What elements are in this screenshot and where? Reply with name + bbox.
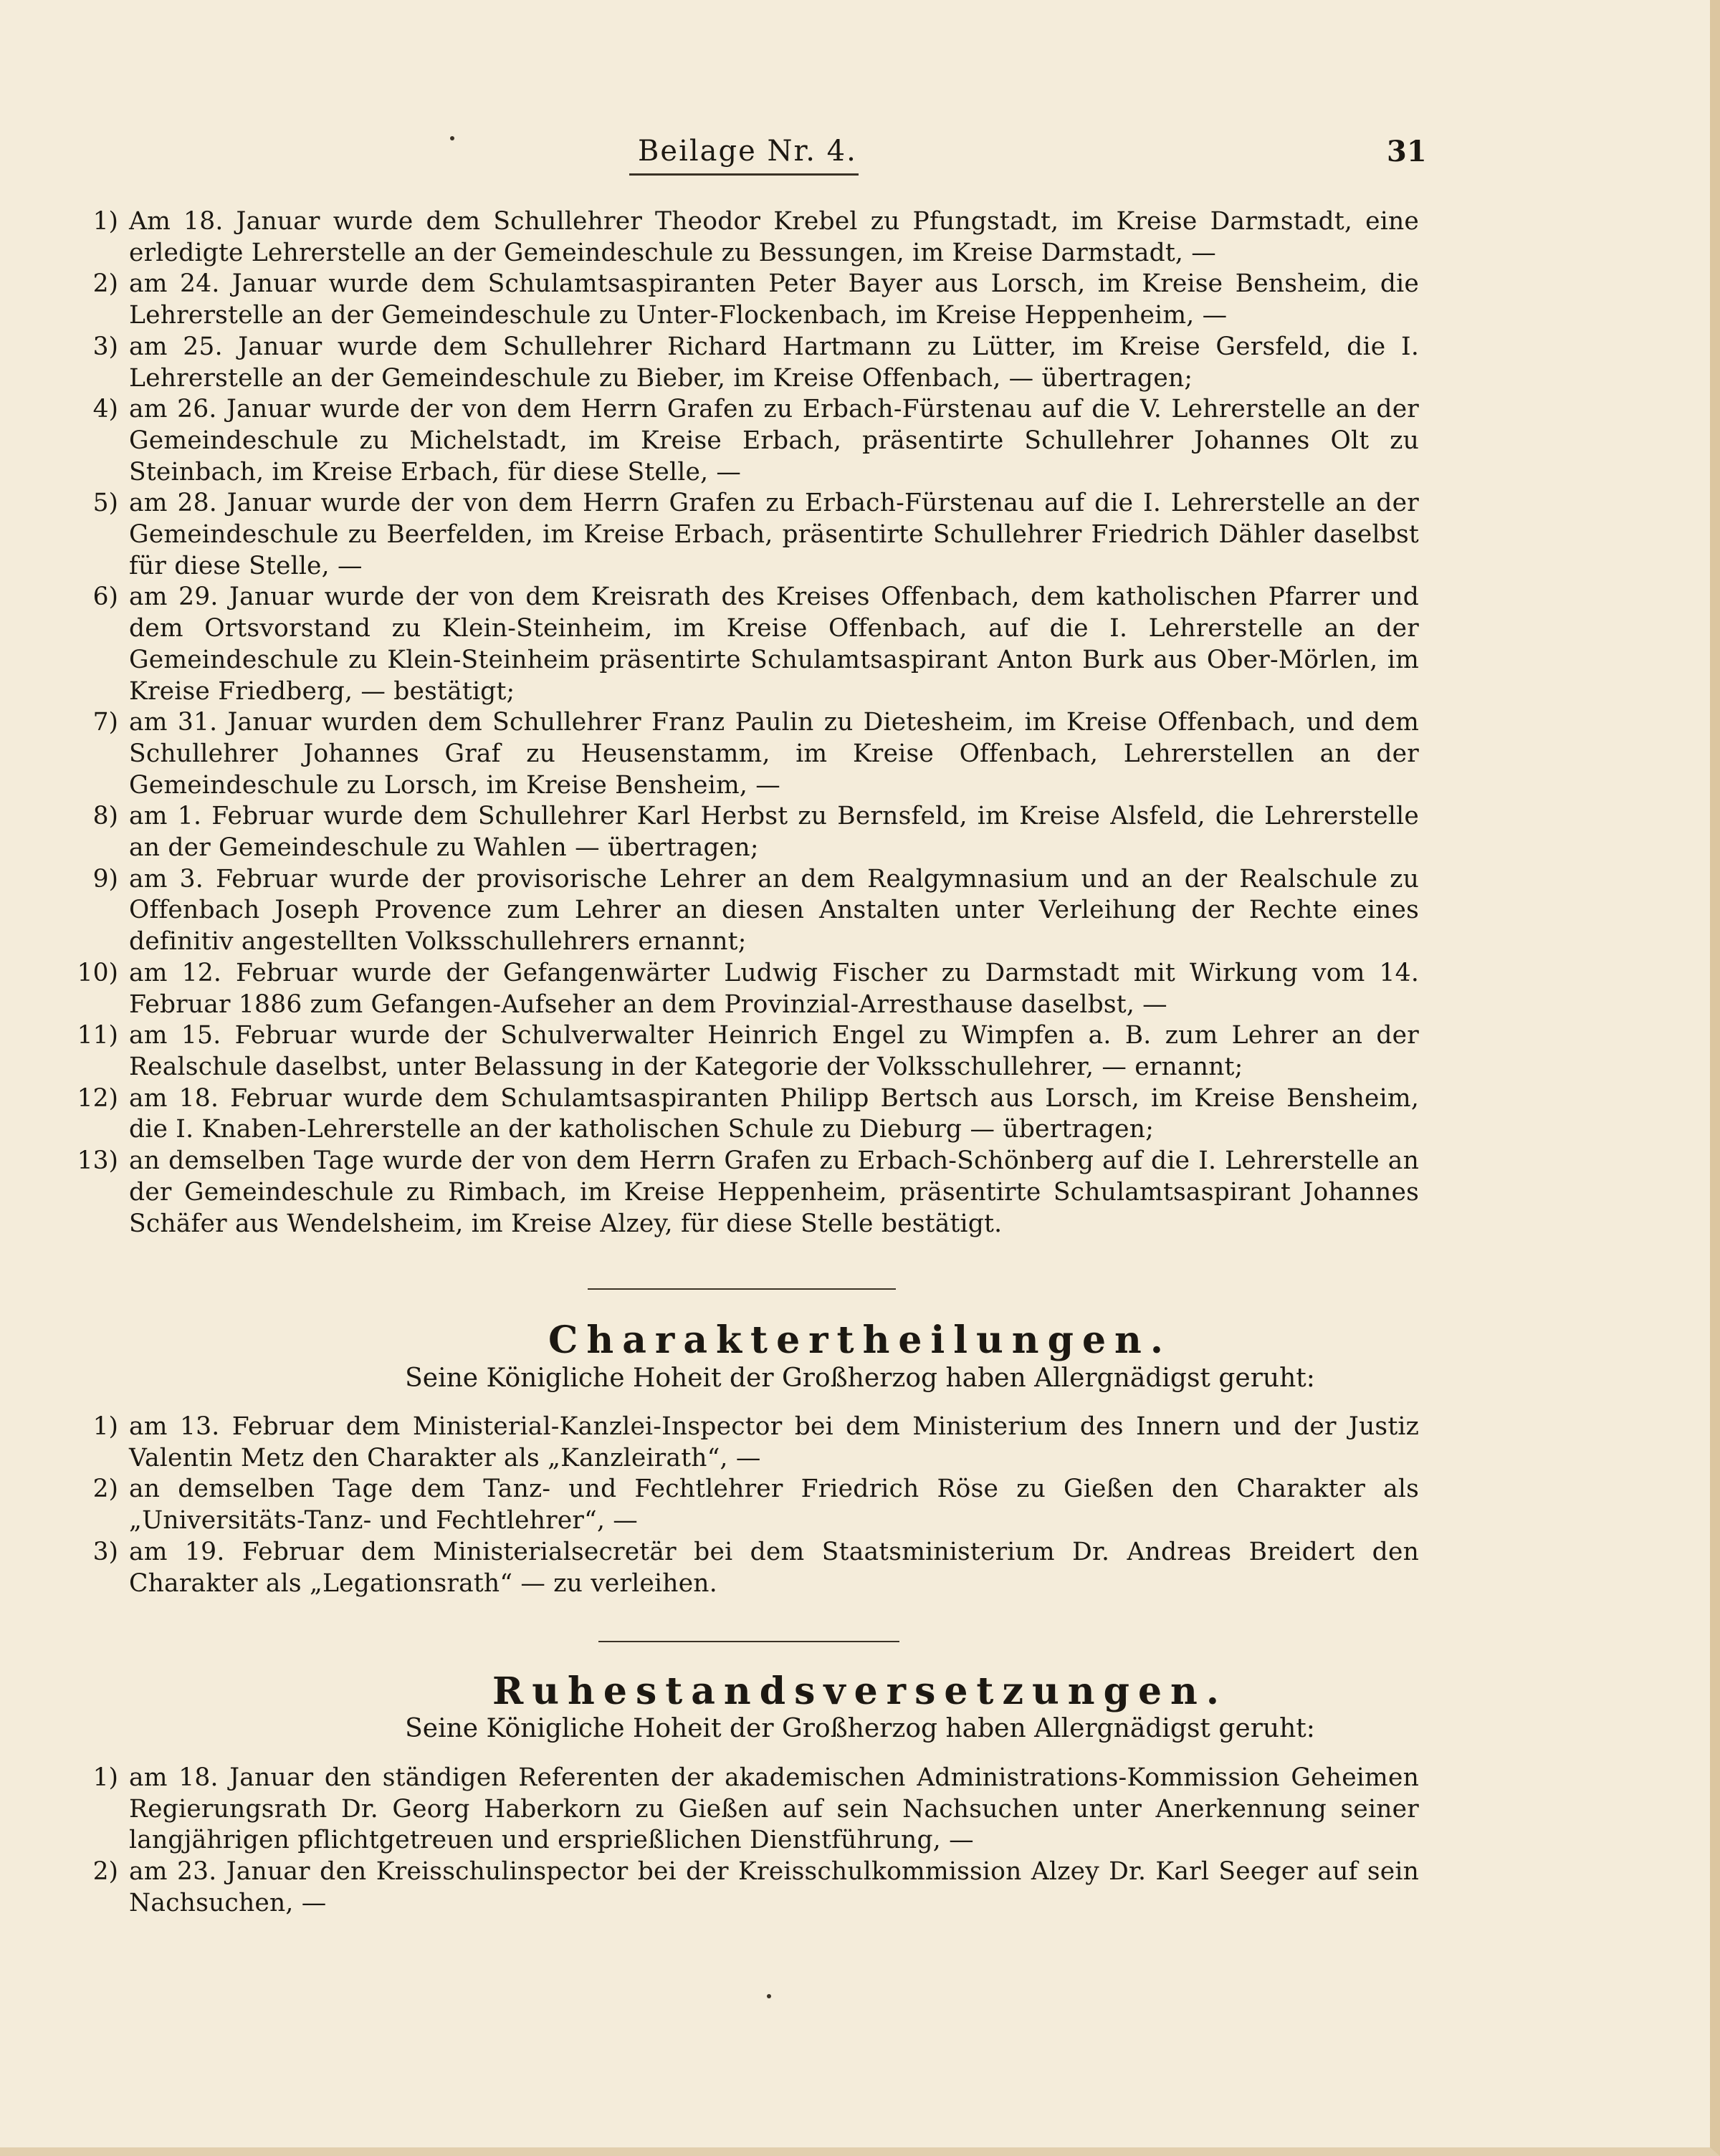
item-text: am 1. Februar wurde dem Schullehrer Karl Herbst zu Bernsfeld, im Kreise Alsfeld, die Lehrerstelle an der Gemeindeschule zu Wahlen — übertragen; — [129, 802, 1419, 863]
retirements-list — [0, 1763, 1720, 1920]
item-text: am 15. Februar wurde der Schulverwalter Heinrich Engel zu Wimpfen a. B. zum Lehrer an der Realschule daselbst, unter Belassung in der Kategorie der Volksschullehrer, — ernannt; — [129, 1021, 1419, 1081]
page-number: 31 — [1387, 135, 1427, 168]
item-number: 1) — [92, 1763, 118, 1792]
section-divider — [588, 1288, 896, 1290]
list-item — [0, 958, 1419, 1020]
list-item — [0, 1856, 1419, 1919]
item-text: am 23. Januar den Kreisschulinspector bei der Kreisschulkommission Alzey Dr. Karl Seeger auf sein Nachsuchen, — — [129, 1857, 1419, 1917]
print-speck — [450, 136, 454, 140]
list-item — [0, 332, 1419, 394]
item-number: 8) — [92, 802, 118, 831]
characters-list — [0, 1412, 1720, 1599]
list-item — [0, 1537, 1419, 1599]
list-item — [0, 864, 1419, 958]
item-number: 4) — [92, 395, 118, 424]
title-underline — [629, 173, 859, 176]
list-item — [0, 801, 1419, 863]
section-intro: Seine Königliche Hoheit der Großherzog haben Allergnädigst geruht: — [405, 1714, 1315, 1743]
item-text: am 31. Januar wurden dem Schullehrer Franz Paulin zu Dietesheim, im Kreise Offenbach, und dem Schullehrer Johannes Graf zu Heusenstamm, im Kreise Offenbach, Lehrerstellen an der Gemeindeschule zu Lorsch, im Kreise Bensheim, — — [129, 708, 1419, 800]
section-heading-characters: Charaktertheilungen. — [548, 1318, 1172, 1362]
list-item — [0, 488, 1419, 582]
list-item — [0, 206, 1419, 269]
item-number: 11) — [77, 1021, 118, 1050]
item-number: 6) — [92, 583, 118, 612]
item-number: 12) — [77, 1083, 118, 1113]
item-text: an demselben Tage wurde der von dem Herrn Grafen zu Erbach-Schönberg auf die I. Lehrerstelle an der Gemeindeschule zu Rimbach, im Kreise Heppenheim, präsentirte Schulamtsaspirant Johannes Schäfer aus Wendelsheim, im Kreise Alzey, für diese Stelle bestätigt. — [129, 1146, 1419, 1238]
list-item — [0, 1146, 1419, 1240]
page-header — [0, 135, 1720, 178]
appointments-list — [0, 206, 1720, 1240]
item-text: am 28. Januar wurde der von dem Herrn Grafen zu Erbach-Fürstenau auf die I. Lehrerstelle an der Gemeindeschule zu Beerfelden, im Kreise Erbach, präsentirte Schullehrer Friedrich Dähler daselbst für diese Stelle, — — [129, 489, 1419, 580]
item-number: 9) — [92, 864, 118, 893]
item-text: Am 18. Januar wurde dem Schullehrer Theodor Krebel zu Pfungstadt, im Kreise Darmstadt, eine erledigte Lehrerstelle an der Gemeindeschule zu Bessungen, im Kreise Darmstadt, — — [129, 207, 1419, 267]
list-item — [0, 707, 1419, 801]
item-number: 3) — [92, 1537, 118, 1566]
item-number: 13) — [77, 1146, 118, 1176]
list-item — [0, 1474, 1419, 1536]
item-text: am 18. Januar den ständigen Referenten der akademischen Administrations-Kommission Geheimen Regierungsrath Dr. Georg Haberkorn zu Gießen auf sein Nachsuchen unter Anerkennung seiner langjährigen pflichtgetreuen und ersprießlichen Dienstführung, — — [129, 1763, 1419, 1855]
item-number: 10) — [77, 958, 118, 987]
section-divider — [598, 1641, 899, 1642]
item-text: an demselben Tage dem Tanz- und Fechtlehrer Friedrich Röse zu Gießen den Charakter als „Universitäts-Tanz- und Fechtlehrer“, — — [129, 1475, 1419, 1535]
list-item — [0, 1412, 1419, 1474]
list-item — [0, 1083, 1419, 1146]
item-text: am 29. Januar wurde der von dem Kreisrath des Kreises Offenbach, dem katholischen Pfarrer und dem Ortsvorstand zu Klein-Steinheim, im Kreise Offenbach, auf die I. Lehrerstelle an der Gemeindeschule zu Klein-Steinheim präsentirte Schulamtsaspirant Anton Burk aus Ober-Mörlen, im Kreise Friedberg, — bestätigt; — [129, 583, 1419, 706]
running-title: Beilage Nr. 4. — [638, 135, 857, 168]
list-item — [0, 1763, 1419, 1856]
list-item — [0, 582, 1419, 707]
item-number: 2) — [92, 1475, 118, 1504]
list-item — [0, 1020, 1419, 1083]
item-number: 2) — [92, 1857, 118, 1887]
item-number: 5) — [92, 489, 118, 518]
item-number: 1) — [92, 1412, 118, 1441]
item-text: am 24. Januar wurde dem Schulamtsaspiranten Peter Bayer aus Lorsch, im Kreise Bensheim, die Lehrerstelle an der Gemeindeschule zu Unter-Flockenbach, im Kreise Heppenheim, — — [129, 269, 1419, 330]
item-text: am 26. Januar wurde der von dem Herrn Grafen zu Erbach-Fürstenau auf die V. Lehrerstelle an der Gemeindeschule zu Michelstadt, im Kreise Erbach, präsentirte Schullehrer Johannes Olt zu Steinbach, im Kreise Erbach, für diese Stelle, — — [129, 395, 1419, 487]
section-heading-retirements: Ruhestandsversetzungen. — [492, 1669, 1228, 1713]
list-item — [0, 394, 1419, 488]
item-text: am 25. Januar wurde dem Schullehrer Richard Hartmann zu Lütter, im Kreise Gersfeld, die I. Lehrerstelle an der Gemeindeschule zu Bieber, im Kreise Offenbach, — übertragen; — [129, 332, 1419, 393]
item-text: am 13. Februar dem Ministerial-Kanzlei-Inspector bei dem Ministerium des Innern und der Justiz Valentin Metz den Charakter als „Kanzleirath“, — — [129, 1412, 1419, 1472]
print-speck — [767, 1994, 771, 1998]
item-number: 7) — [92, 708, 118, 737]
item-number: 3) — [92, 332, 118, 361]
item-text: am 18. Februar wurde dem Schulamtsaspiranten Philipp Bertsch aus Lorsch, im Kreise Bensheim, die I. Knaben-Lehrerstelle an der katholischen Schule zu Dieburg — übertragen; — [129, 1083, 1419, 1144]
item-text: am 3. Februar wurde der provisorische Lehrer an dem Realgymnasium und an der Realschule zu Offenbach Joseph Provence zum Lehrer an diesen Anstalten unter Verleihung der Rechte eines definitiv angestellten Volksschullehrers ernannt; — [129, 864, 1419, 957]
list-item — [0, 269, 1419, 331]
item-number: 2) — [92, 269, 118, 299]
item-number: 1) — [92, 207, 118, 236]
section-intro: Seine Königliche Hoheit der Großherzog haben Allergnädigst geruht: — [405, 1364, 1315, 1393]
item-text: am 12. Februar wurde der Gefangenwärter Ludwig Fischer zu Darmstadt mit Wirkung vom 14. Februar 1886 zum Gefangen-Aufseher an dem Provinzial-Arresthause daselbst, — — [129, 958, 1419, 1019]
item-text: am 19. Februar dem Ministerialsecretär bei dem Staatsministerium Dr. Andreas Breidert den Charakter als „Legationsrath“ — zu verleihen. — [129, 1537, 1419, 1598]
